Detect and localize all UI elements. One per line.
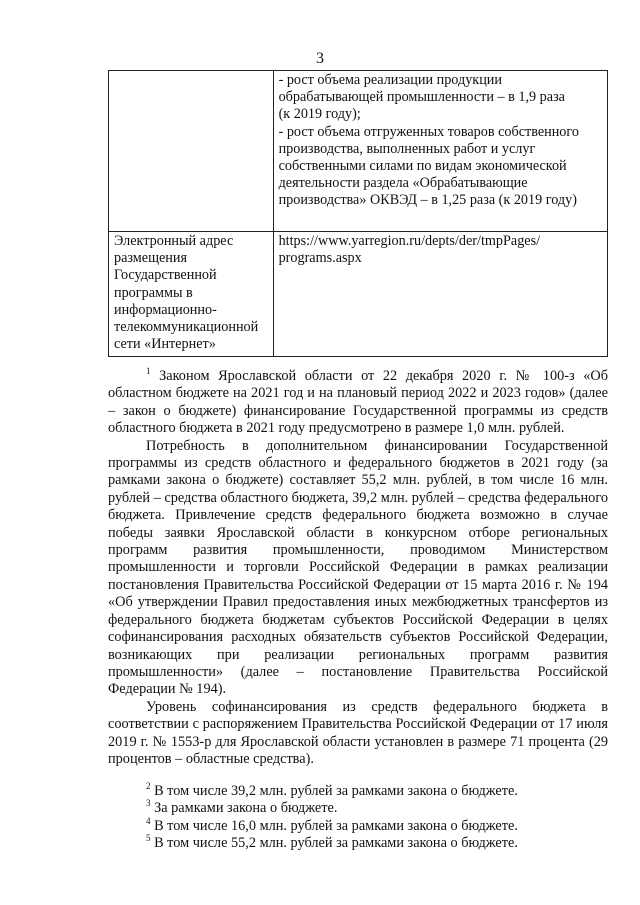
footnotes [108, 783, 608, 853]
paragraph-text: Потребность в дополнительном финансировании Государственной программы из средств областного и федерального бюджетов в 2021 году (за рамками закона о бюджете) составляет 55,2 млн. рублей, в том числе 16 млн. рублей – средства областного бюджета, 39,2 млн. рублей – средства федерального бюджета. Привлечение средств федерального бюджета возможно в случае победы заявки Ярославской области в конкурсном отборе региональных программ развития промышленности, проводимом Министерством промышленности и торговли Российской Федерации в рамках реализации постановления Правительства Российской Федерации от 15 марта 2016 г. № 194 «Об утверждении Правил предоставления иных межбюджетных трансфертов из федерального бюджета бюджетам субъектов Российской Федерации в целях софинансирования расходных обязательств субъектов Российской Федерации, возникающих при реализации региональных программ развития промышленности» (далее – постановление Правительства Российской Федерации № 194). [108, 437, 608, 698]
paragraph-cofinancing-level [108, 699, 608, 769]
cell-line: производства, выполненных работ и услуг [278, 140, 536, 157]
footnote [108, 818, 608, 835]
cell-line: телекоммуникационной [114, 319, 259, 336]
footnote-marker: 3 [146, 798, 151, 809]
cell-line: деятельности раздела «Обрабатывающие [278, 175, 528, 192]
cell-line: информационно- [114, 301, 217, 318]
paragraph-text: Законом Ярославской области от 22 декабря 2020 г. № 100-з «Об областном бюджете на 2021 год и на плановый период 2022 и 2023 годов» (далее – закон о бюджете) финансирование Государственной программы из средств областного бюджета в 2021 году предусмотрено в размере 1,0 млн. рублей. [108, 368, 608, 437]
cell-line: сети «Интернет» [114, 336, 216, 353]
table-row [109, 71, 608, 232]
cell-line: - рост объема отгруженных товаров собственного [278, 123, 579, 140]
page-number: 3 [316, 50, 324, 67]
cell-line: (к 2019 году); [278, 106, 361, 123]
footnote-text: В том числе 39,2 млн. рублей за рамками закона о бюджете. [150, 783, 518, 799]
cell-line: программы в [114, 284, 193, 301]
footnote [108, 835, 608, 852]
program-url-line: https://www.yarregion.ru/depts/der/tmpPages/ [278, 233, 541, 249]
footnote-marker: 5 [146, 833, 151, 844]
cell-line: размещения [114, 250, 188, 267]
body-text [108, 368, 608, 768]
paragraph-funding-need [108, 438, 608, 699]
program-url-line: programs.aspx [278, 250, 362, 267]
cell-line: Государственной [114, 267, 217, 284]
footnote-marker: 1 [146, 366, 151, 377]
cell-line: Электронный адрес [114, 233, 234, 249]
footnote [108, 800, 608, 817]
cell-line: - рост объема реализации продукции [278, 72, 502, 88]
paragraph-footnote-1 [108, 368, 608, 438]
table-cell-label [109, 232, 274, 357]
cell-line: производства» ОКВЭД – в 1,25 раза (к 2019 году) [278, 192, 577, 209]
footnote-text: За рамками закона о бюджете. [150, 800, 338, 817]
table-cell-value [273, 232, 607, 357]
table-cell-label [109, 71, 274, 232]
footnote-marker: 2 [146, 781, 151, 792]
footnote-text: В том числе 16,0 млн. рублей за рамками закона о бюджете. [150, 817, 518, 834]
cell-line: собственными силами по видам экономической [278, 158, 567, 175]
table-row [109, 232, 608, 357]
cell-line: обрабатывающей промышленности – в 1,9 раза [278, 89, 565, 106]
footnote [108, 783, 608, 800]
footnote-marker: 4 [146, 816, 151, 827]
footnote-text: В том числе 55,2 млн. рублей за рамками закона о бюджете. [150, 835, 518, 852]
paragraph-text: Уровень софинансирования из средств федерального бюджета в соответствии с распоряжением Правительства Российской Федерации от 17 июля 2019 г. № 1553-р для Ярославской области установлен в размере 71 процента (29 процентов – областные средства). [108, 698, 608, 767]
table-cell-value [273, 71, 607, 232]
program-passport-table [108, 70, 608, 357]
